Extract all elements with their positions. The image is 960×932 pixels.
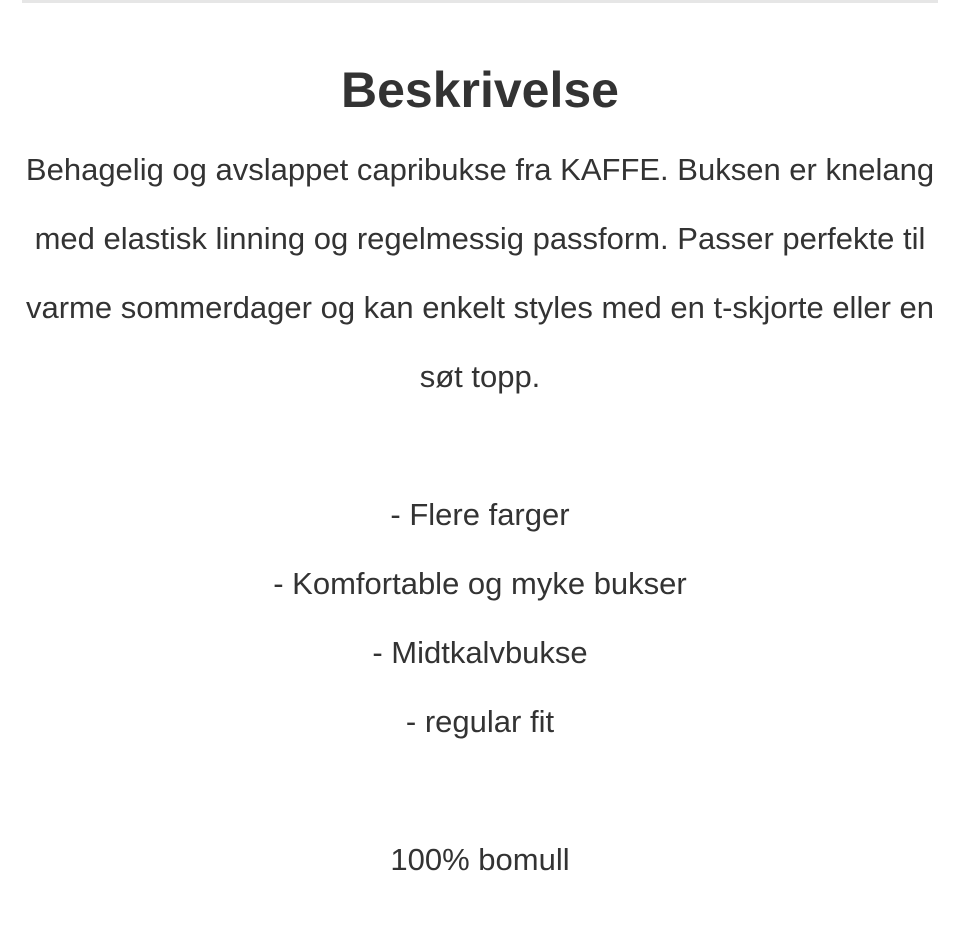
feature-item: - Flere farger xyxy=(390,497,570,532)
section-title: Beskrivelse xyxy=(340,62,619,118)
description-text: Behagelig og avslappet capribukse fra KAFFE. Buksen er knelang med elastisk linning og regelmessig passform. Passer perfekte til varme sommerdager og kan enkelt styles med en t-skjorte eller en søt topp. xyxy=(25,152,935,394)
feature-item: - Midtkalvbukse xyxy=(372,635,588,670)
product-description-section xyxy=(20,0,940,894)
feature-item: - regular fit xyxy=(405,704,555,739)
material-text: 100% bomull xyxy=(390,842,570,877)
feature-list xyxy=(20,411,940,756)
feature-item: - Komfortable og myke bukser xyxy=(273,566,687,601)
